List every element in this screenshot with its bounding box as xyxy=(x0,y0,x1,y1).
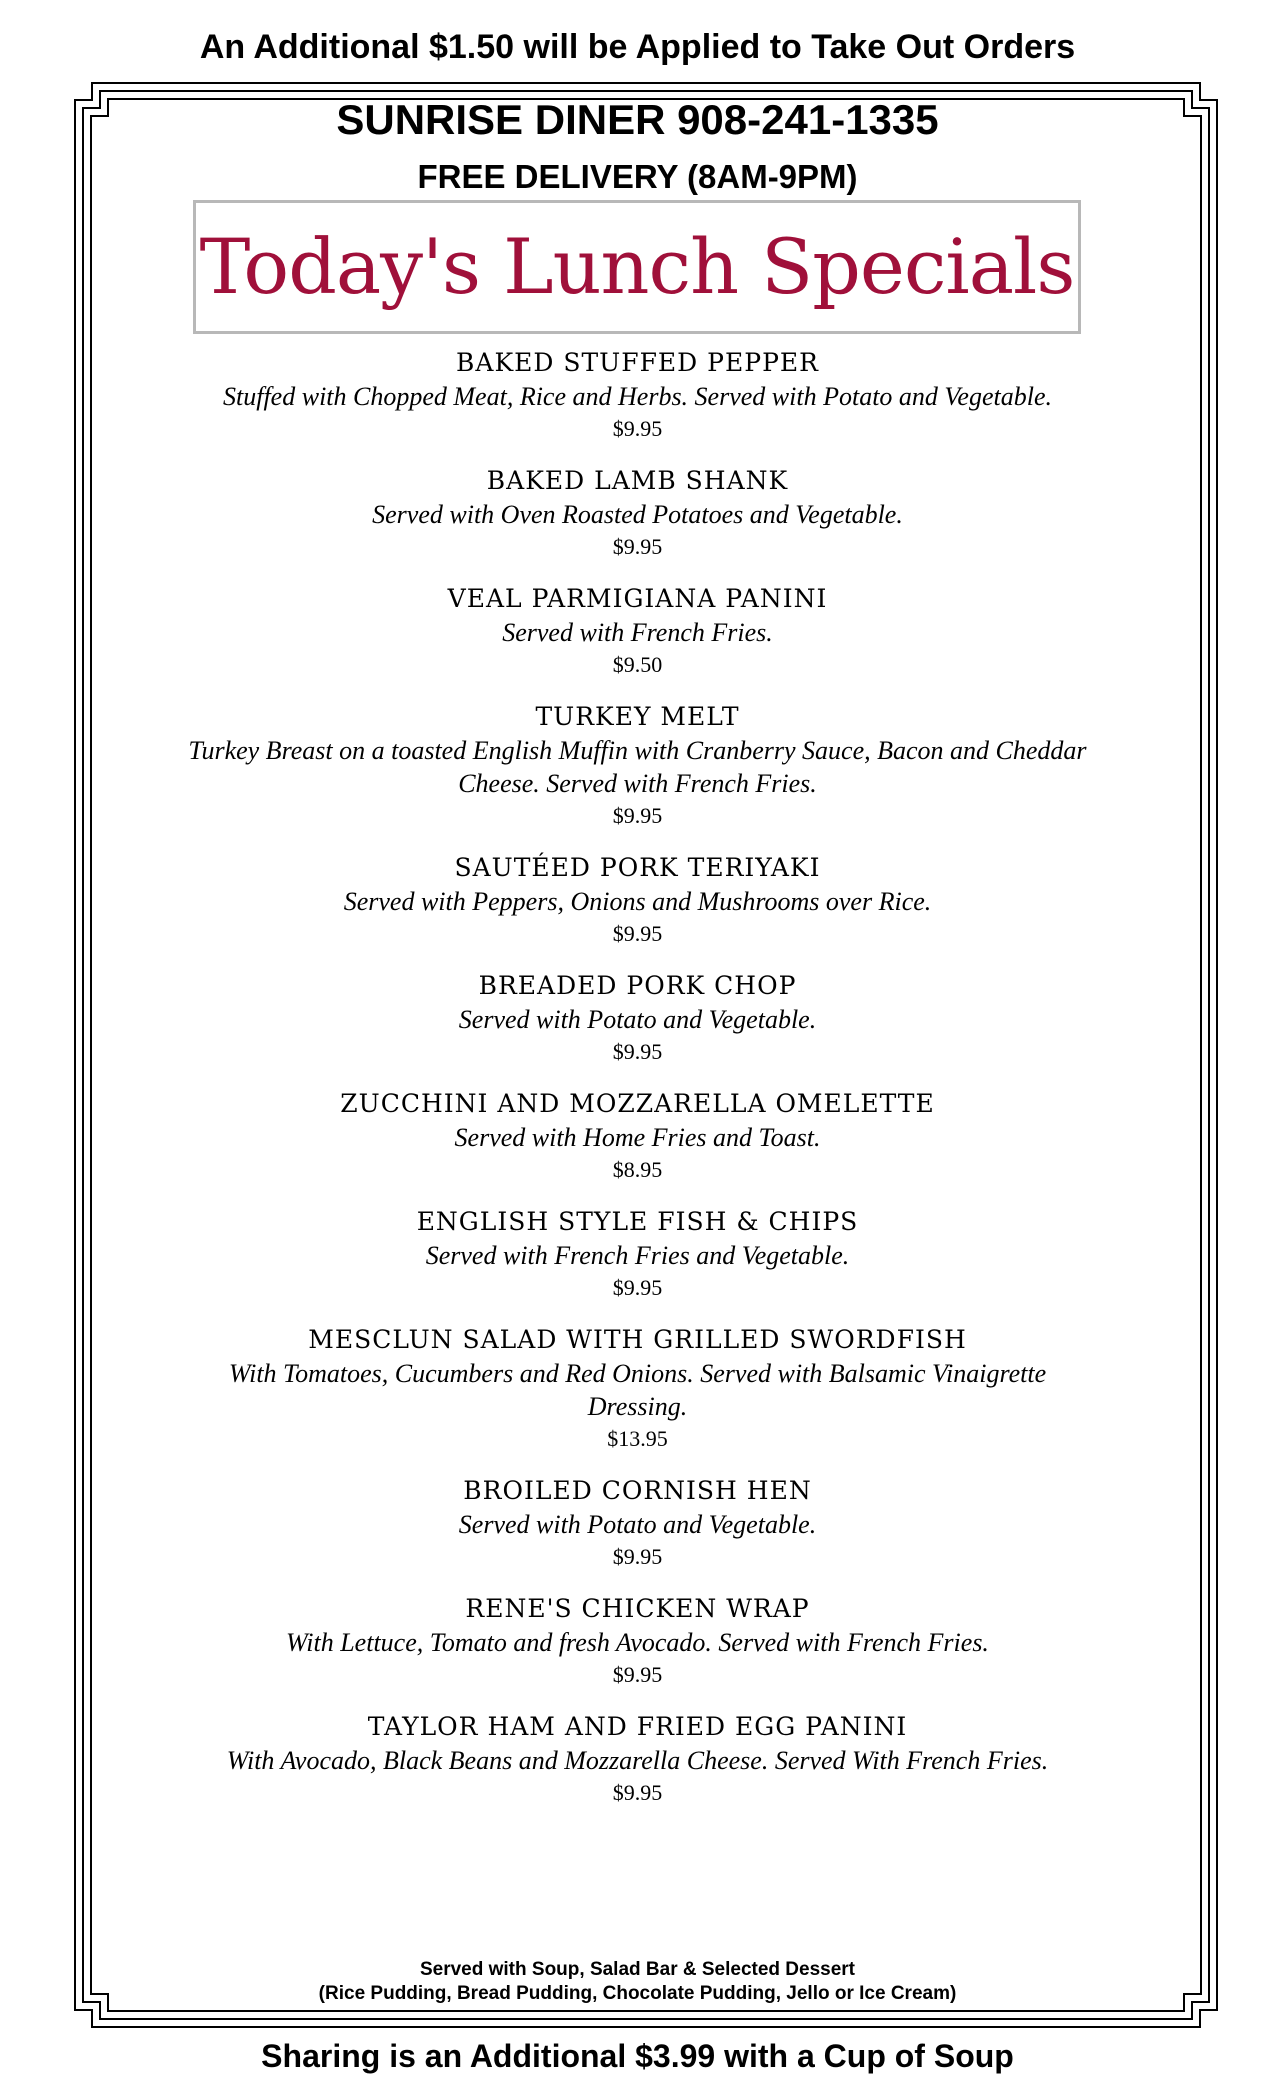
menu-item xyxy=(180,1323,1095,1454)
menu-item-description: Served with Peppers, Onions and Mushrooms over Rice. xyxy=(343,887,932,916)
footer-line-2: (Rice Pudding, Bread Pudding, Chocolate Pudding, Jello or Ice Cream) xyxy=(318,1983,957,2004)
menu-item-name: BAKED LAMB SHANK xyxy=(486,466,789,495)
title-box xyxy=(193,200,1081,334)
menu-item xyxy=(180,1710,1095,1808)
menu-item-name: RENE'S CHICKEN WRAP xyxy=(465,1594,810,1623)
menu-item xyxy=(180,582,1095,680)
diner-name-phone: SUNRISE DINER 908-241-1335 xyxy=(336,96,939,143)
menu-item-name: MESCLUN SALAD WITH GRILLED SWORDFISH xyxy=(308,1325,967,1354)
menu-item-name: VEAL PARMIGIANA PANINI xyxy=(447,584,828,613)
menu-item-name: BAKED STUFFED PEPPER xyxy=(456,348,819,377)
menu-item xyxy=(180,464,1095,562)
menu-item xyxy=(180,700,1095,831)
menu-item xyxy=(180,346,1095,444)
menu-item-price: $13.95 xyxy=(607,1426,668,1451)
menu-item-price: $9.95 xyxy=(612,1544,663,1569)
menu-item-name: TURKEY MELT xyxy=(535,702,740,731)
delivery-hours: FREE DELIVERY (8AM-9PM) xyxy=(417,158,858,195)
menu-item-description: With Tomatoes, Cucumbers and Red Onions. Served with Balsamic Vinaigrette Dressing. xyxy=(228,1359,1047,1421)
menu-item-price: $9.95 xyxy=(612,1275,663,1300)
menu-item-description: Served with Oven Roasted Potatoes and Vegetable. xyxy=(372,500,903,529)
specials-list xyxy=(180,346,1095,1828)
menu-item-description: Served with Potato and Vegetable. xyxy=(458,1510,817,1539)
menu-item xyxy=(180,969,1095,1067)
sharing-surcharge-notice: Sharing is an Additional $3.99 with a Cup of Soup xyxy=(261,2038,1014,2074)
footer-line-1: Served with Soup, Salad Bar & Selected Dessert xyxy=(419,1959,856,1980)
menu-item-price: $9.95 xyxy=(612,1662,663,1687)
menu-item-name: BREADED PORK CHOP xyxy=(478,971,797,1000)
menu-item xyxy=(180,1474,1095,1572)
menu-item xyxy=(180,1205,1095,1303)
menu-item-description: With Lettuce, Tomato and fresh Avocado. Served with French Fries. xyxy=(286,1628,989,1657)
menu-item-name: BROILED CORNISH HEN xyxy=(463,1476,812,1505)
footer-note xyxy=(0,1958,1275,2006)
menu-item-price: $9.95 xyxy=(612,1039,663,1064)
menu-item xyxy=(180,1087,1095,1185)
menu-item-description: Served with Potato and Vegetable. xyxy=(458,1005,817,1034)
menu-item-description: Turkey Breast on a toasted English Muffin with Cranberry Sauce, Bacon and Cheddar Cheese. Served with French Fries. xyxy=(188,736,1087,798)
menu-item-name: ZUCCHINI AND MOZZARELLA OMELETTE xyxy=(340,1089,935,1118)
menu-item-name: ENGLISH STYLE FISH & CHIPS xyxy=(416,1207,859,1236)
menu-item-price: $9.95 xyxy=(612,803,663,828)
menu-item-price: $9.95 xyxy=(612,416,663,441)
menu-item-description: With Avocado, Black Beans and Mozzarella Cheese. Served With French Fries. xyxy=(226,1746,1049,1775)
menu-item-price: $9.95 xyxy=(612,534,663,559)
menu-item xyxy=(180,1592,1095,1690)
menu-item-price: $8.95 xyxy=(612,1157,663,1182)
menu-item-price: $9.95 xyxy=(612,1780,663,1805)
menu-item-name: SAUTÉED PORK TERIYAKI xyxy=(454,853,821,882)
menu-item-price: $9.50 xyxy=(612,652,663,677)
menu-item-name: TAYLOR HAM AND FRIED EGG PANINI xyxy=(367,1712,908,1741)
menu-item-description: Stuffed with Chopped Meat, Rice and Herbs. Served with Potato and Vegetable. xyxy=(223,382,1052,411)
menu-item-description: Served with French Fries. xyxy=(502,618,773,647)
page-title: Today's Lunch Specials xyxy=(199,222,1075,311)
menu-item-description: Served with French Fries and Vegetable. xyxy=(425,1241,850,1270)
menu-item-price: $9.95 xyxy=(612,921,663,946)
menu-item-description: Served with Home Fries and Toast. xyxy=(454,1123,821,1152)
takeout-surcharge-notice: An Additional $1.50 will be Applied to Take Out Orders xyxy=(199,28,1076,66)
menu-item xyxy=(180,851,1095,949)
